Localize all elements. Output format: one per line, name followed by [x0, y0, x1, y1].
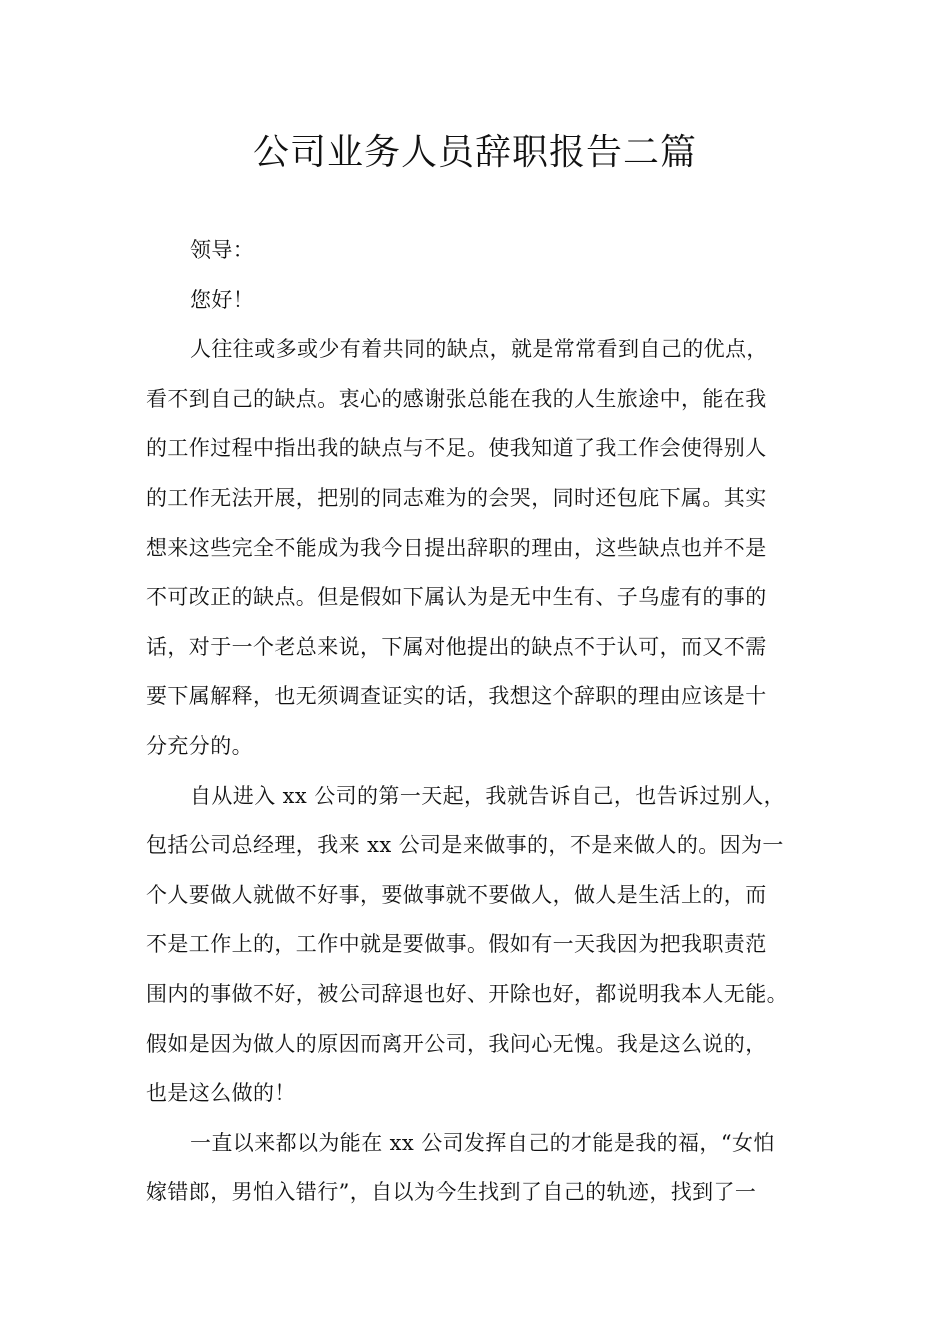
text-line: 分充分的。 — [146, 733, 253, 758]
text-line: 的工作过程中指出我的缺点与不足。使我知道了我工作会使得别人 — [146, 436, 767, 461]
text-line: 话，对于一个老总来说，下属对他提出的缺点不于认可，而又不需 — [146, 634, 767, 659]
text-line: 不是工作上的，工作中就是要做事。假如有一天我因为把我职责范 — [146, 932, 767, 957]
text-line: 想来这些完全不能成为我今日提出辞职的理由，这些缺点也并不是 — [146, 535, 767, 560]
text-line: 要下属解释，也无须调查证实的话，我想这个辞职的理由应该是十 — [146, 684, 767, 709]
text-line: 自从进入 xx 公司的第一天起，我就告诉自己，也告诉过别人， — [190, 783, 786, 808]
text-line: 嫁错郎，男怕入错行”，自以为今生找到了自己的轨迹，找到了一 — [146, 1180, 757, 1205]
document-body — [146, 226, 808, 1218]
text-line: 不可改正的缺点。但是假如下属认为是无中生有、子乌虚有的事的 — [146, 585, 767, 610]
text-line: 围内的事做不好，被公司辞退也好、开除也好，都说明我本人无能。 — [146, 981, 788, 1006]
text-line: 包括公司总经理，我来 xx 公司是来做事的，不是来做人的。因为一 — [146, 833, 784, 858]
text-line: 个人要做人就做不好事，要做事就不要做人，做人是生活上的，而 — [146, 882, 767, 907]
text-line: 假如是因为做人的原因而离开公司，我问心无愧。我是这么说的， — [146, 1031, 767, 1056]
text-line: 看不到自己的缺点。衷心的感谢张总能在我的人生旅途中，能在我 — [146, 386, 767, 411]
text-line: 您好！ — [190, 287, 255, 312]
text-line: 人往往或多或少有着共同的缺点，就是常常看到自己的优点， — [190, 337, 768, 362]
text-line: 的工作无法开展，把别的同志难为的会哭，同时还包庇下属。其实 — [146, 485, 767, 510]
text-line: 一直以来都以为能在 xx 公司发挥自己的才能是我的福，“女怕 — [190, 1130, 775, 1155]
text-line: 领导： — [190, 238, 255, 262]
document-title: 公司业务人员辞职报告二篇 — [252, 132, 697, 173]
text-line: 也是这么做的！ — [146, 1081, 296, 1106]
